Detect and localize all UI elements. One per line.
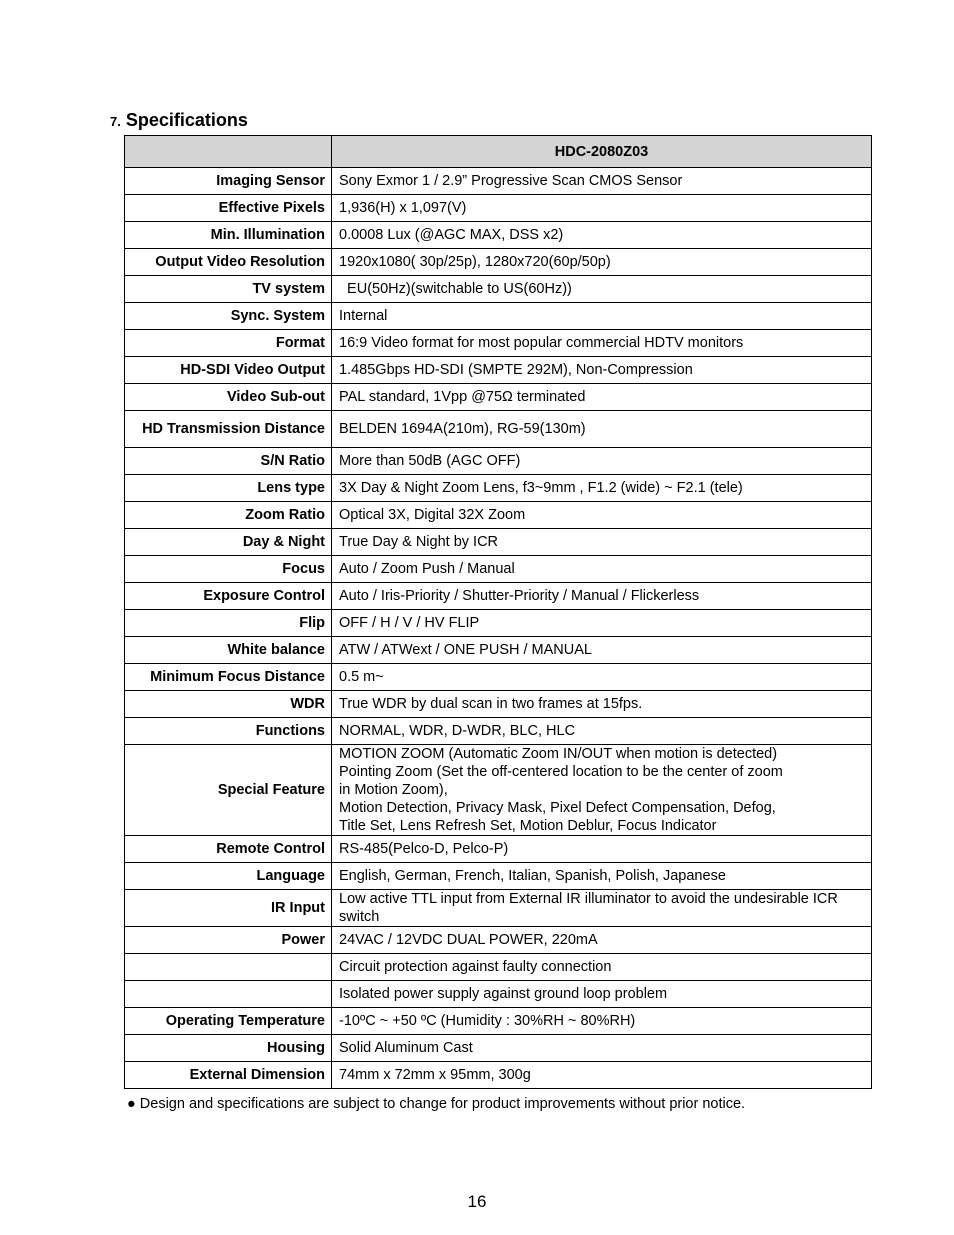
spec-label: TV system: [125, 276, 332, 303]
table-row: [125, 1035, 872, 1062]
spec-value: Circuit protection against faulty connection: [332, 954, 872, 981]
table-row: [125, 195, 872, 222]
spec-value: 1920x1080( 30p/25p), 1280x720(60p/50p): [332, 249, 872, 276]
spec-value: 3X Day & Night Zoom Lens, f3~9mm , F1.2 (wide) ~ F2.1 (tele): [332, 475, 872, 502]
spec-value: 24VAC / 12VDC DUAL POWER, 220mA: [332, 927, 872, 954]
spec-label: [125, 954, 332, 981]
spec-value: 1.485Gbps HD-SDI (SMPTE 292M), Non-Compression: [332, 357, 872, 384]
header-label-cell: [125, 136, 332, 168]
spec-label: Effective Pixels: [125, 195, 332, 222]
spec-value: NORMAL, WDR, D-WDR, BLC, HLC: [332, 718, 872, 745]
table-row: [125, 168, 872, 195]
specifications-table: [124, 135, 872, 1089]
table-row: [125, 502, 872, 529]
spec-label: S/N Ratio: [125, 448, 332, 475]
spec-label: Focus: [125, 556, 332, 583]
spec-value: 1,936(H) x 1,097(V): [332, 195, 872, 222]
spec-value: MOTION ZOOM (Automatic Zoom IN/OUT when motion is detected) Pointing Zoom (Set the off-centered location to be the center of zoom in Motion Zoom), Motion Detection, Privacy Mask, Pixel Defect Compensation, Defog, Title Set, Lens Refresh Set, Motion Deblur, Focus Indicator: [332, 745, 872, 836]
footnote: ● Design and specifications are subject to change for product improvements without prior notice.: [127, 1096, 746, 1112]
table-row: [125, 836, 872, 863]
spec-label: Housing: [125, 1035, 332, 1062]
spec-label: Special Feature: [125, 745, 332, 836]
section-number: 7.: [110, 114, 121, 129]
table-row: [125, 411, 872, 448]
spec-label: External Dimension: [125, 1062, 332, 1089]
spec-label: Lens type: [125, 475, 332, 502]
spec-label: Functions: [125, 718, 332, 745]
spec-value: 16:9 Video format for most popular commercial HDTV monitors: [332, 330, 872, 357]
spec-label: Operating Temperature: [125, 1008, 332, 1035]
spec-value: English, German, French, Italian, Spanish, Polish, Japanese: [332, 863, 872, 890]
spec-value: -10ºC ~ +50 ºC (Humidity : 30%RH ~ 80%RH): [332, 1008, 872, 1035]
spec-value: True WDR by dual scan in two frames at 15fps.: [332, 691, 872, 718]
spec-label: [125, 981, 332, 1008]
spec-label: HD Transmission Distance: [125, 411, 332, 448]
table-row: [125, 303, 872, 330]
table-row: [125, 691, 872, 718]
spec-label: Flip: [125, 610, 332, 637]
table-row: [125, 249, 872, 276]
header-model-cell: HDC-2080Z03: [332, 136, 872, 168]
spec-value: Auto / Iris-Priority / Shutter-Priority / Manual / Flickerless: [332, 583, 872, 610]
table-row: [125, 556, 872, 583]
spec-label: Power: [125, 927, 332, 954]
spec-value: Isolated power supply against ground loop problem: [332, 981, 872, 1008]
spec-value: Solid Aluminum Cast: [332, 1035, 872, 1062]
table-row: [125, 384, 872, 411]
spec-value: RS-485(Pelco-D, Pelco-P): [332, 836, 872, 863]
spec-label: Minimum Focus Distance: [125, 664, 332, 691]
spec-label: Language: [125, 863, 332, 890]
spec-value: EU(50Hz)(switchable to US(60Hz)): [332, 276, 872, 303]
spec-label: IR Input: [125, 890, 332, 927]
spec-label: WDR: [125, 691, 332, 718]
table-row: [125, 1008, 872, 1035]
page-number: 16: [467, 1192, 487, 1211]
spec-value: BELDEN 1694A(210m), RG-59(130m): [332, 411, 872, 448]
table-row: [125, 357, 872, 384]
table-row: [125, 863, 872, 890]
spec-label: Video Sub-out: [125, 384, 332, 411]
table-row: [125, 718, 872, 745]
spec-value: Sony Exmor 1 / 2.9” Progressive Scan CMOS Sensor: [332, 168, 872, 195]
table-row: [125, 276, 872, 303]
spec-label: Sync. System: [125, 303, 332, 330]
spec-value: True Day & Night by ICR: [332, 529, 872, 556]
spec-value: OFF / H / V / HV FLIP: [332, 610, 872, 637]
table-row: [125, 927, 872, 954]
spec-value: 74mm x 72mm x 95mm, 300g: [332, 1062, 872, 1089]
table-row: [125, 583, 872, 610]
spec-value: ATW / ATWext / ONE PUSH / MANUAL: [332, 637, 872, 664]
spec-label: Imaging Sensor: [125, 168, 332, 195]
spec-label: White balance: [125, 637, 332, 664]
spec-label: Exposure Control: [125, 583, 332, 610]
spec-label: Day & Night: [125, 529, 332, 556]
table-row: [125, 529, 872, 556]
section-title: Specifications: [125, 110, 248, 130]
section-heading: [110, 110, 248, 131]
spec-value: PAL standard, 1Vpp @75Ω terminated: [332, 384, 872, 411]
spec-label: Output Video Resolution: [125, 249, 332, 276]
table-row: [125, 664, 872, 691]
spec-value: Internal: [332, 303, 872, 330]
table-row: [125, 637, 872, 664]
table-row: [125, 610, 872, 637]
spec-value: Auto / Zoom Push / Manual: [332, 556, 872, 583]
spec-label: Min. Illumination: [125, 222, 332, 249]
table-row: [125, 448, 872, 475]
spec-label: Format: [125, 330, 332, 357]
table-row: [125, 330, 872, 357]
spec-value: Low active TTL input from External IR illuminator to avoid the undesirable ICR switch: [332, 890, 872, 927]
table-row: [125, 981, 872, 1008]
table-row: [125, 1062, 872, 1089]
table-header-row: [125, 136, 872, 168]
table-row: [125, 745, 872, 836]
spec-label: Remote Control: [125, 836, 332, 863]
table-row: [125, 954, 872, 981]
table-row: [125, 890, 872, 927]
table-row: [125, 222, 872, 249]
spec-value: More than 50dB (AGC OFF): [332, 448, 872, 475]
spec-value: Optical 3X, Digital 32X Zoom: [332, 502, 872, 529]
spec-label: Zoom Ratio: [125, 502, 332, 529]
spec-value: 0.5 m~: [332, 664, 872, 691]
spec-label: HD-SDI Video Output: [125, 357, 332, 384]
spec-value: 0.0008 Lux (@AGC MAX, DSS x2): [332, 222, 872, 249]
table-row: [125, 475, 872, 502]
